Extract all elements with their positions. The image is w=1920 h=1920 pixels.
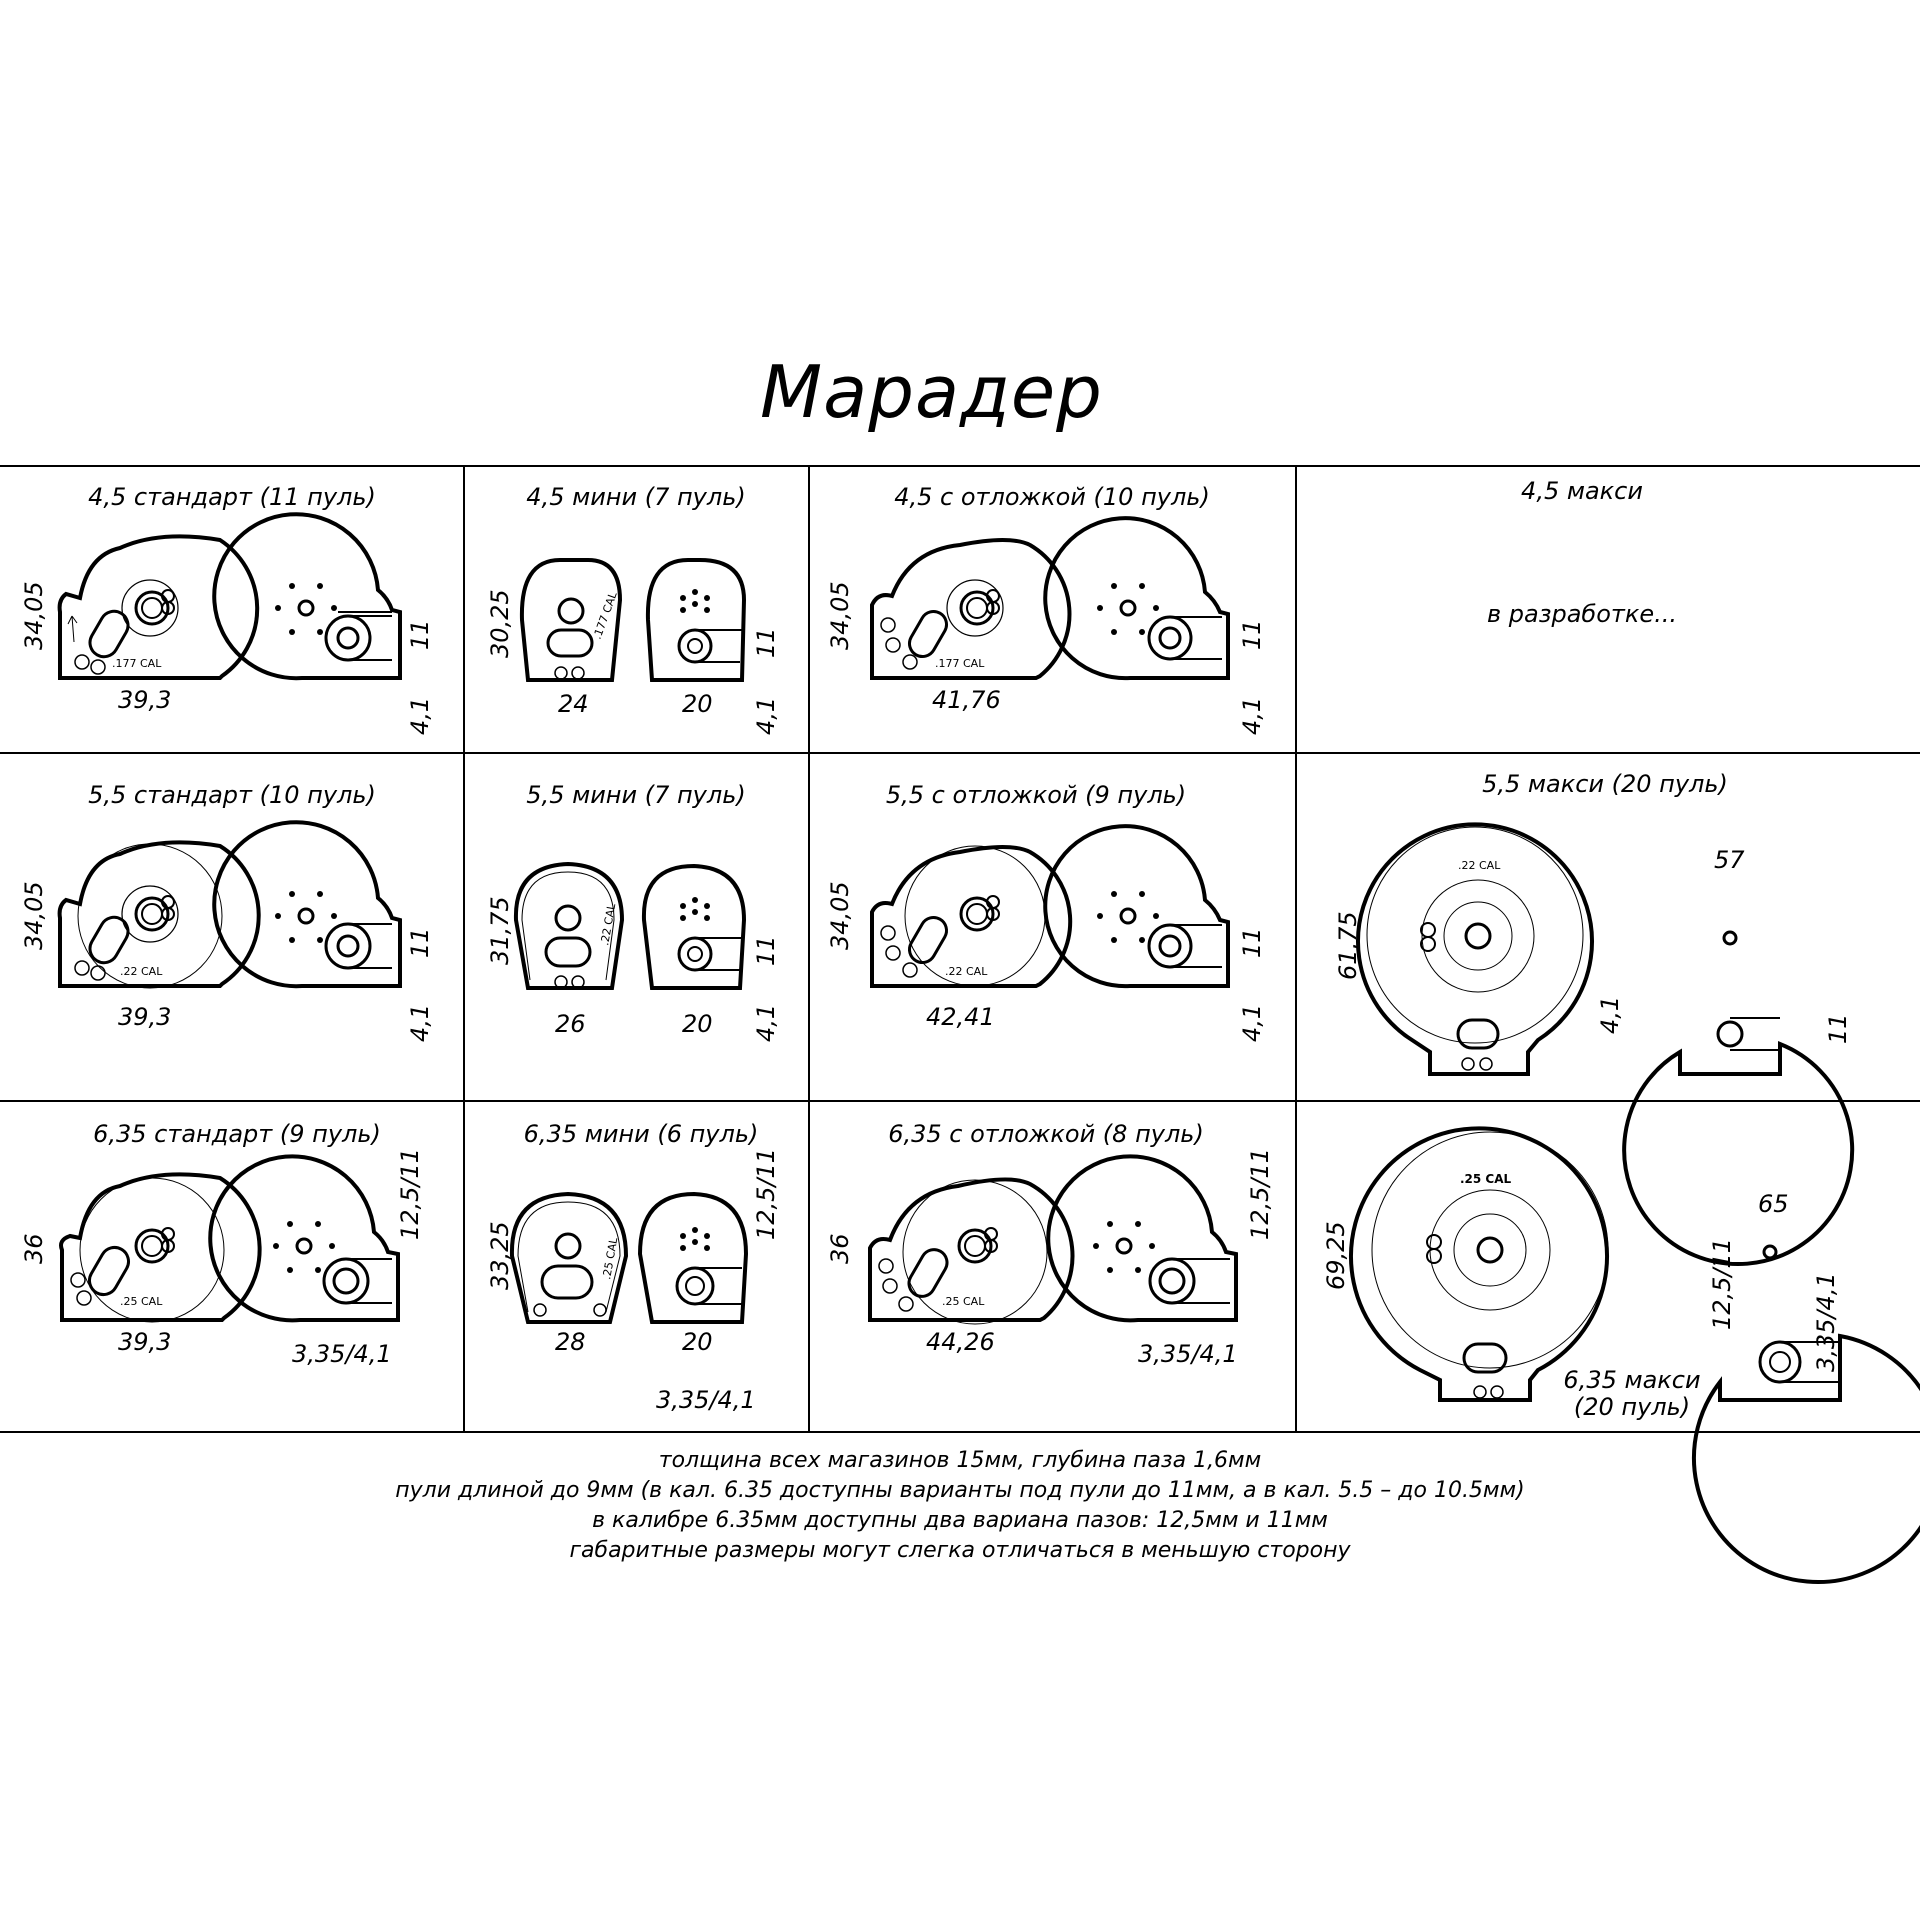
dim-height-6-35-delay: 36 bbox=[826, 1233, 854, 1264]
dim-width-4-5-mini: 24 bbox=[558, 690, 589, 718]
dim-offset-4-5-standard: 4,1 bbox=[406, 696, 434, 735]
dim-offset-5-5-mini: 4,1 bbox=[752, 1003, 780, 1042]
dim-offset-5-5-maxi: 4,1 bbox=[1596, 995, 1624, 1034]
cell-title-6-35-mini: 6,35 мини (6 пуль) bbox=[523, 1120, 759, 1148]
svg-text:.25 CAL: .25 CAL bbox=[1460, 1172, 1512, 1186]
dim-width-4-5-delay: 41,76 bbox=[932, 686, 1001, 714]
cell-title-4-5-mini: 4,5 мини (7 пуль) bbox=[526, 483, 746, 511]
footer-note-3: в калибре 6.35мм доступны два вариана пазов: 12,5мм и 11мм bbox=[592, 1508, 1328, 1533]
svg-text:.22 CAL: .22 CAL bbox=[120, 965, 163, 978]
dim-slot-6-35-mini: 12,5/11 bbox=[752, 1147, 780, 1240]
dim-offset-4-5-delay: 4,1 bbox=[1238, 696, 1266, 735]
dim-width-5-5-standard: 39,3 bbox=[118, 1003, 172, 1031]
cell-title-5-5-mini: 5,5 мини (7 пуль) bbox=[526, 781, 746, 809]
cell-title-5-5-maxi: 5,5 макси (20 пуль) bbox=[1482, 770, 1728, 798]
dim-height-6-35-mini: 33,25 bbox=[486, 1221, 514, 1290]
svg-text:.25 CAL: .25 CAL bbox=[600, 1236, 621, 1281]
dim-offset-6-35-delay: 3,35/4,1 bbox=[1138, 1340, 1238, 1368]
svg-text:.22 CAL: .22 CAL bbox=[1458, 859, 1501, 872]
dim-width-6-35-mini: 28 bbox=[555, 1328, 586, 1356]
dim-height-6-35-maxi: 69,25 bbox=[1322, 1221, 1350, 1290]
dim-height-4-5-delay: 34,05 bbox=[826, 581, 854, 650]
page-title: Марадер bbox=[760, 350, 1103, 434]
svg-text:.177 CAL: .177 CAL bbox=[112, 657, 162, 670]
dim-slot-5-5-delay: 11 bbox=[1238, 927, 1266, 958]
dim-offset-6-35-maxi: 3,35/4,1 bbox=[1812, 1272, 1840, 1372]
dim-width-6-35-standard: 39,3 bbox=[118, 1328, 172, 1356]
dim-width2-5-5-mini: 20 bbox=[682, 1010, 713, 1038]
svg-text:.22 CAL: .22 CAL bbox=[598, 902, 619, 947]
cell-title-4-5-maxi: 4,5 макси bbox=[1521, 477, 1643, 505]
dim-width-5-5-maxi: 57 bbox=[1714, 846, 1745, 874]
dim-slot-5-5-mini: 11 bbox=[752, 935, 780, 966]
dim-slot-4-5-mini: 11 bbox=[752, 627, 780, 658]
svg-text:.25 CAL: .25 CAL bbox=[120, 1295, 163, 1308]
dim-slot-5-5-standard: 11 bbox=[406, 927, 434, 958]
dim-height-5-5-standard: 34,05 bbox=[20, 881, 48, 950]
dim-slot-4-5-delay: 11 bbox=[1238, 619, 1266, 650]
cell-title-6-35-delay: 6,35 с отложкой (8 пуль) bbox=[888, 1120, 1204, 1148]
cell-title-6-35-standard: 6,35 стандарт (9 пуль) bbox=[93, 1120, 381, 1148]
cell-title-5-5-standard: 5,5 стандарт (10 пуль) bbox=[88, 781, 376, 809]
dim-height-4-5-mini: 30,25 bbox=[486, 589, 514, 658]
cell-title-6-35-maxi-line2: (20 пуль) bbox=[1573, 1393, 1691, 1421]
cell-title-4-5-delay: 4,5 с отложкой (10 пуль) bbox=[894, 483, 1210, 511]
dim-offset-4-5-mini: 4,1 bbox=[752, 696, 780, 735]
dim-slot-5-5-maxi: 11 bbox=[1824, 1013, 1852, 1044]
dim-width-5-5-mini: 26 bbox=[555, 1010, 586, 1038]
dim-offset-6-35-standard: 3,35/4,1 bbox=[292, 1340, 392, 1368]
footer-note-1: толщина всех магазинов 15мм, глубина паза 1,6мм bbox=[658, 1448, 1262, 1473]
dim-height-5-5-maxi: 61,75 bbox=[1334, 911, 1362, 980]
dim-offset-6-35-mini: 3,35/4,1 bbox=[656, 1386, 756, 1414]
dim-slot-6-35-delay: 12,5/11 bbox=[1246, 1147, 1274, 1240]
dim-width-6-35-delay: 44,26 bbox=[926, 1328, 995, 1356]
svg-text:.177 CAL: .177 CAL bbox=[590, 590, 620, 642]
dim-slot-4-5-standard: 11 bbox=[406, 619, 434, 650]
svg-text:.22 CAL: .22 CAL bbox=[945, 965, 988, 978]
dim-width-5-5-delay: 42,41 bbox=[926, 1003, 995, 1031]
dim-height-5-5-mini: 31,75 bbox=[486, 896, 514, 965]
cell-title-5-5-delay: 5,5 с отложкой (9 пуль) bbox=[885, 781, 1187, 809]
dim-slot-6-35-standard: 12,5/11 bbox=[396, 1147, 424, 1240]
cell-title-6-35-maxi-line1: 6,35 макси bbox=[1563, 1366, 1701, 1394]
dim-slot-6-35-maxi: 12,5/11 bbox=[1708, 1237, 1736, 1330]
footer-note-2: пули длиной до 9мм (в кал. 6.35 доступны варианты под пули до 11мм, а в кал. 5.5 – до 10.5мм) bbox=[395, 1478, 1525, 1503]
dim-height-6-35-standard: 36 bbox=[20, 1233, 48, 1264]
dim-height-5-5-delay: 34,05 bbox=[826, 881, 854, 950]
cell-title-4-5-standard: 4,5 стандарт (11 пуль) bbox=[88, 483, 376, 511]
svg-text:.25 CAL: .25 CAL bbox=[942, 1295, 985, 1308]
svg-text:.177 CAL: .177 CAL bbox=[935, 657, 985, 670]
footer-note-4: габаритные размеры могут слегка отличаться в меньшую сторону bbox=[569, 1538, 1351, 1563]
dim-width-6-35-maxi: 65 bbox=[1758, 1190, 1789, 1218]
dim-width2-4-5-mini: 20 bbox=[682, 690, 713, 718]
dim-height-4-5-standard: 34,05 bbox=[20, 581, 48, 650]
dim-offset-5-5-delay: 4,1 bbox=[1238, 1003, 1266, 1042]
in-development-note: в разработке... bbox=[1486, 600, 1678, 628]
dim-offset-5-5-standard: 4,1 bbox=[406, 1003, 434, 1042]
dim-width-4-5-standard: 39,3 bbox=[118, 686, 172, 714]
dim-width2-6-35-mini: 20 bbox=[682, 1328, 713, 1356]
